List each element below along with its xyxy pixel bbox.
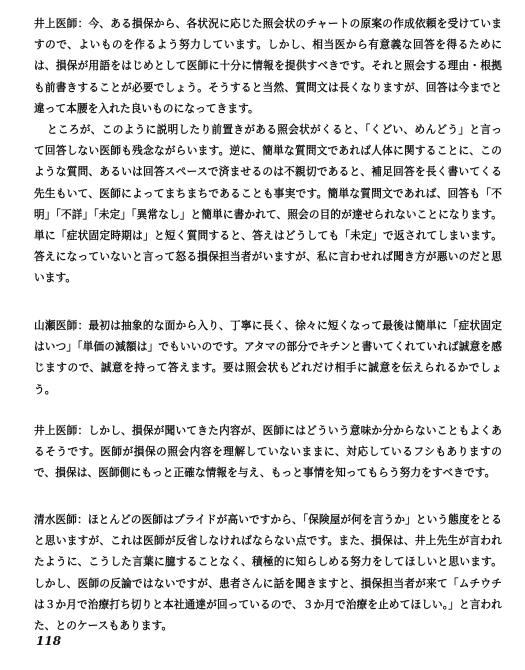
paragraph-text: ：今、ある損保から、各状況に応じた照会状のチャートの原案の作成依頼を受けていますので、よいものを作るよう努力しています。しかし、相当医から有意義な回答を得るためには、損保が用語をはじめとして医師に十分に情報を提供すべきです。それと照会する理由・根拠も前書きすることが必要でしょう。そうすると当然、質問文は長くなりますが、回答は今までと違って本腰を入れた良いものになってきます。 (34, 18, 502, 115)
paragraph-text: ：最初は抽象的な面から入り、丁寧に長く、徐々に短くなって最後は簡単に「症状固定はいつ」「単価の減額は」でもいいのです。アタマの部分でキチンと書いてくれていれば誠意を感じますので、誠意を持って答えます。要は照会状もどれだけ相手に誠意を伝えられるかでしょう。 (34, 320, 502, 396)
paragraph-inoue-2 (34, 421, 502, 485)
speaker-name: 清水医師 (34, 514, 78, 526)
paragraph-text-continued: ところが、このように説明したり前置きがある照会状がくると、「くどい、めんどう」と言って回答しない医師も残念ながらいます。逆に、簡単な質問文であれば人体に関することに、このような質問、あるいは回答スペースで済ませるのは不親切であると、補足回答を長く書いてくる先生もいて、医師によってまちまちであることも事実です。簡単な質問文であれば、回答も「不明」「不詳」「未定」「異常なし」と簡単に書かれて、照会の目的が達せられないことになります。単に「症状固定時期は」と短く質問すると、答えはどうしても「未定」で返されてしまいます。答えになっていないと言って怒る損保担当者がいますが、私に言わせれば聞き方が悪いのだと思います。 (34, 124, 502, 285)
paragraph-text: ：ほとんどの医師はプライドが高いですから、「保険屋が何を言うか」という態度をとると思いますが、これは医師が反省しなければならない点です。また、損保は、井上先生が言われたように、こうした言葉に臆することなく、積極的に知らしめる努力をしてほしいと思います。しかし、医師の反論ではないですが、患者さんに話を聞きますと、損保担当者が来て「ムチウチは３か月で治療打ち切りと本社通達が回っているので、３か月で治療を止めてほしい。」と言われた、とのケースもあります。 (34, 514, 502, 633)
paragraph-text: ：しかし、損保が聞いてきた内容が、医師にはどういう意味か分からないこともよくあるそうです。医師が損保の照会内容を理解していないままに、対応しているフシもありますので、損保は、医師側にもっと正確な情報を与え、もっと事情を知ってもらう努力をすべきです。 (34, 425, 502, 480)
paragraph-shimizu (34, 510, 502, 637)
page-number: 118 (36, 634, 62, 648)
speaker-name: 井上医師 (34, 18, 78, 30)
speaker-name: 山瀬医師 (34, 320, 78, 332)
paragraph-inoue-1 (34, 14, 502, 290)
speaker-name: 井上医師 (34, 425, 78, 437)
paragraph-yamase (34, 316, 502, 401)
